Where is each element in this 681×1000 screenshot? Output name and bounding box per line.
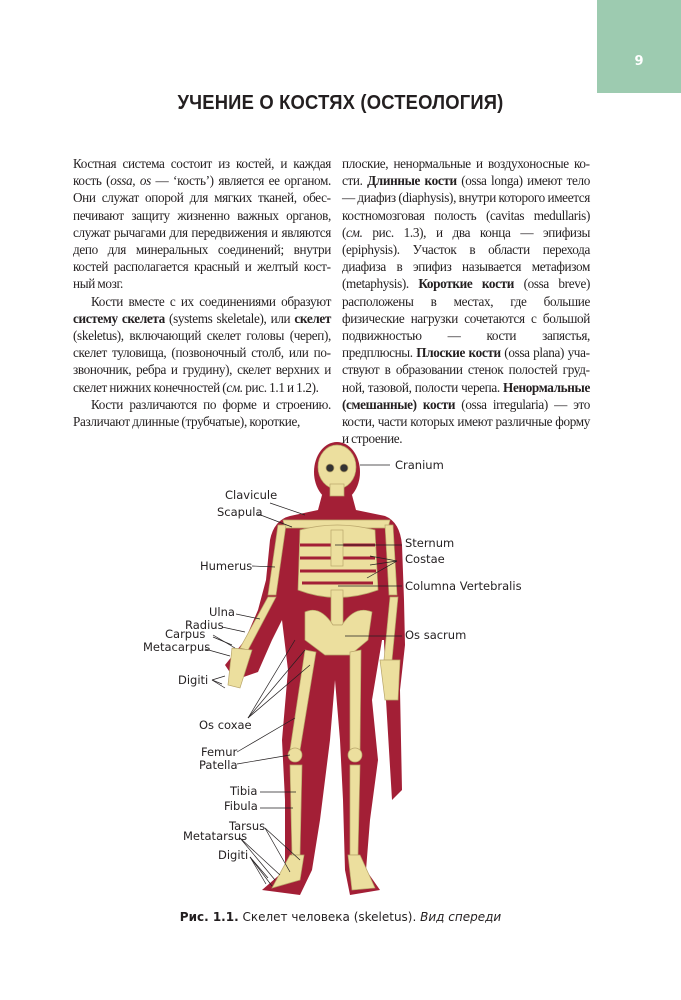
label-metatarsus: Metatarsus	[183, 829, 248, 843]
caption-number: Рис. 1.1.	[179, 910, 239, 924]
text-run: (ossa longa) имеют тело — диафиз (diaphysis), внутри которого имеется костномозговая полость (cavitas medullaris) (	[342, 173, 590, 240]
text-run: — ‘кость’) является ее органом. Они служат опорой для мягких тканей, обеспечивают защиту жизненно важных органов, служат рычагами для передвижения и являются депо для минеральных соединений; внутри костей располагается красный и желтый костный мозг.	[73, 173, 331, 292]
label-os-sacrum: Os sacrum	[405, 628, 467, 642]
text-column-left	[73, 155, 331, 430]
bold-term: скелет	[294, 310, 331, 326]
paragraph	[73, 396, 331, 430]
label-tibia: Tibia	[230, 784, 258, 798]
paragraph	[342, 155, 590, 447]
caption-text: Скелет человека (skeletus).	[238, 910, 421, 924]
label-tarsus: Tarsus	[229, 819, 266, 833]
label-digiti-foot: Digiti	[218, 848, 249, 862]
text-run: (ossa plana) участвуют в образовании стенок полостей грудной, тазовой, полости черепа.	[342, 345, 591, 395]
label-scapula: Scapula	[217, 505, 263, 519]
label-femur: Femur	[201, 745, 238, 759]
text-run: см.	[346, 224, 363, 240]
text-run: (skeletus), включающий скелет головы (череп), скелет туловища, (позвоночный столб, или позвоночник, ребра и грудину), скелет верхних и скелет нижних конечностей (	[73, 328, 331, 395]
label-digiti-hand: Digiti	[178, 673, 209, 687]
bold-term: Ненормальные (смешанные) кости	[342, 379, 590, 412]
label-clavicule: Clavicule	[225, 488, 278, 502]
label-humerus: Humerus	[200, 559, 253, 573]
text-run: Костная система состоит из костей, и каждая кость (	[73, 156, 331, 189]
text-run: плоские, ненормальные и воздухоносные кости.	[342, 156, 590, 189]
page-number: 9	[634, 54, 644, 69]
paragraph	[73, 293, 331, 396]
label-sternum: Sternum	[405, 536, 455, 550]
text-run: (ossa irregularia) — это кости, части которых имеют различные форму и строение.	[342, 396, 590, 447]
label-os-coxae: Os coxae	[199, 718, 252, 732]
label-fibula: Fibula	[224, 799, 258, 813]
bold-term: систему скелета	[73, 310, 165, 326]
text-run: (ossa breve) расположены в местах, где большие физические нагрузки сочетаются с большой подвижностью — кости запястья, предплюсны.	[342, 276, 590, 361]
label-carpus: Carpus	[165, 627, 206, 641]
label-ulna: Ulna	[209, 605, 235, 619]
bold-term: Плоские кости	[416, 345, 501, 361]
label-columna-vertebralis: Columna Vertebralis	[405, 579, 522, 593]
bold-term: Короткие кости	[418, 276, 515, 292]
label-costae: Costae	[405, 552, 445, 566]
page-title: УЧЕНИЕ О КОСТЯХ (ОСТЕОЛОГИЯ)	[177, 92, 504, 114]
label-patella: Patella	[199, 758, 238, 772]
label-radius: Radius	[185, 618, 224, 632]
text-run: (systems skeletale), или	[164, 310, 295, 326]
text-run: рис. 1.1 и 1.2).	[242, 379, 319, 395]
paragraph	[73, 155, 331, 293]
text-run: см.	[226, 379, 243, 395]
text-run: Кости различаются по форме и строению. Различают длинные (трубчатые), короткие,	[73, 396, 331, 430]
label-cranium: Cranium	[395, 458, 444, 472]
bold-term: Длинные кости	[367, 173, 457, 189]
text-column-right	[342, 155, 591, 447]
text-run: Кости вместе с их соединениями образуют	[91, 293, 331, 309]
text-run: рис. 1.3), и два конца — эпифизы (epiphysis). Участок в области перехода диафиза в эпифиз называется метафизом (metaphysis).	[342, 224, 590, 292]
label-metacarpus: Metacarpus	[143, 640, 211, 654]
caption-view: Вид спереди	[420, 910, 502, 924]
text-run: ossa, os	[110, 173, 151, 189]
